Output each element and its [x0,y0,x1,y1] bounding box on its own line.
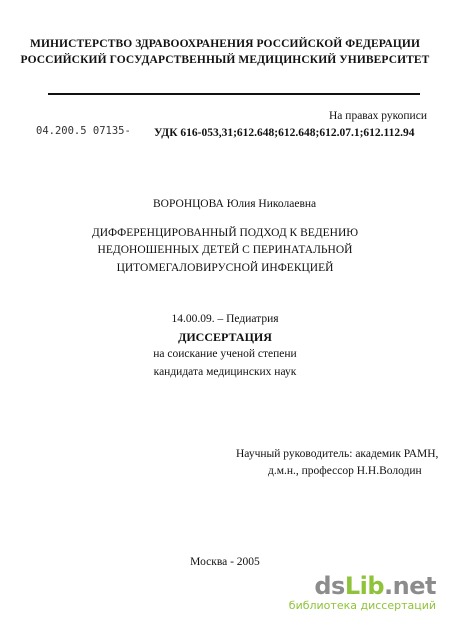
manuscript-rights-note: На правах рукописи [329,110,427,122]
header-divider [48,93,420,95]
watermark-wordmark: dsLib.net [314,572,436,600]
dslib-watermark-logo [289,574,436,613]
dissertation-title-line-1: ДИФФЕРЕНЦИРОВАННЫЙ ПОДХОД К ВЕДЕНИЮ [91,227,359,239]
watermark-subtitle: библиотека диссертаций [288,599,436,612]
university-name: РОССИЙСКИЙ ГОСУДАРСТВЕННЫЙ МЕДИЦИНСКИЙ УНИВЕРСИТЕТ [20,54,430,66]
city-and-year: Москва - 2005 [190,556,260,568]
supervisor-line-2: д.м.н., профессор Н.Н.Володин [268,465,422,477]
ministry-name: МИНИСТЕРСТВО ЗДРАВООХРАНЕНИЯ РОССИЙСКОЙ ФЕДЕРАЦИИ [29,38,420,50]
supervisor-line-1: Научный руководитель: академик РАМН, [236,448,439,460]
specialty-code: 14.00.09. – Педиатрия [171,313,279,325]
degree-line-2: кандидата медицинских наук [153,366,297,378]
archive-stamp-number: 04.200.5 07135- [36,125,131,137]
dissertation-title-line-2: НЕДОНОШЕННЫХ ДЕТЕЙ С ПЕРИНАТАЛЬНОЙ [97,244,353,256]
author-name: ВОРОНЦОВА Юлия Николаевна [153,198,317,210]
dissertation-title-line-3: ЦИТОМЕГАЛОВИРУСНОЙ ИНФЕКЦИЕЙ [116,262,334,274]
degree-line-1: на соискание ученой степени [153,348,297,360]
udc-code: УДК 616-053,31;612.648;612.648;612.07.1;612.112.94 [154,127,415,139]
document-type-label: ДИССЕРТАЦИЯ [178,330,272,344]
